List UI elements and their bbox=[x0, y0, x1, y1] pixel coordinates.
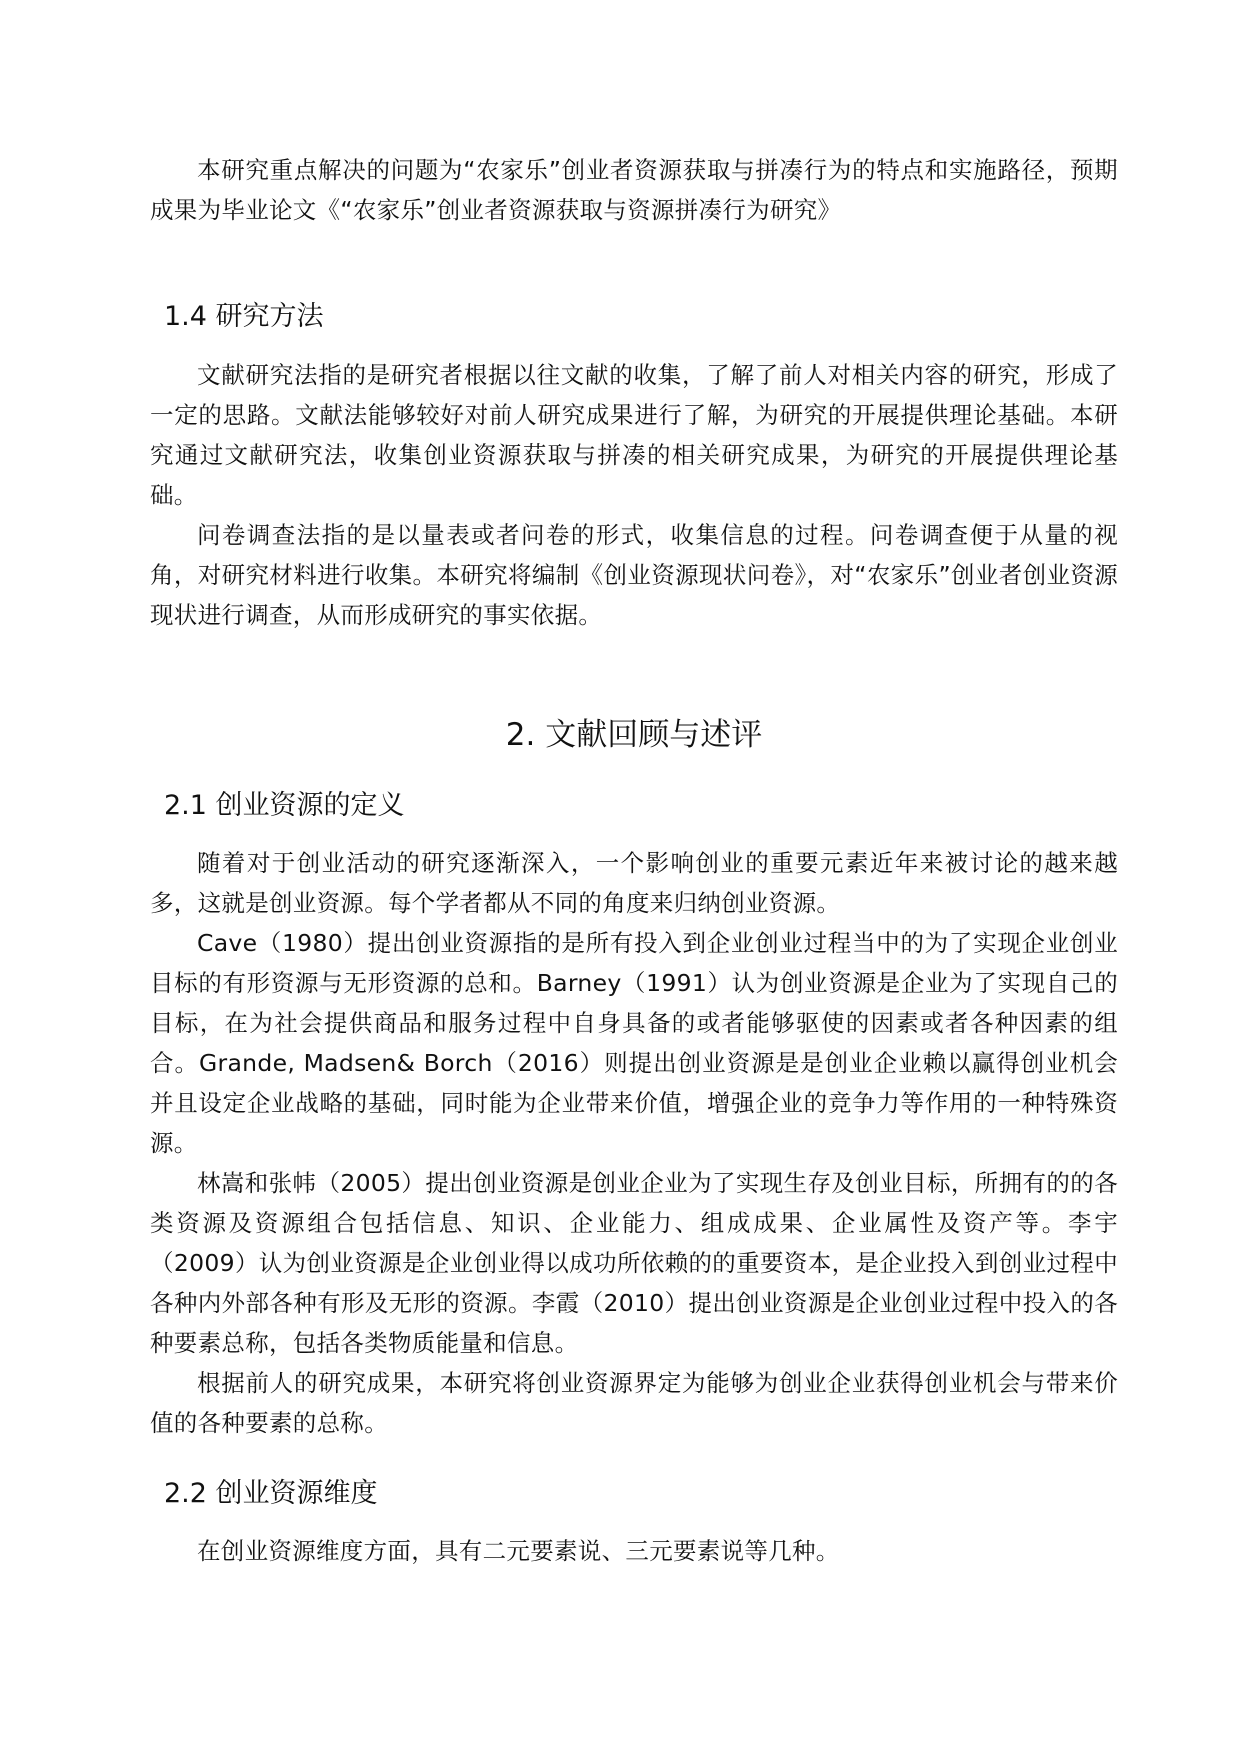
intro-block bbox=[150, 150, 1118, 230]
paragraph: 根据前人的研究成果，本研究将创业资源界定为能够为创业企业获得创业机会与带来价值的各种要素的总称。 bbox=[150, 1369, 1118, 1437]
section-1-4-body bbox=[150, 355, 1118, 635]
paragraph: 问卷调查法指的是以量表或者问卷的形式，收集信息的过程。问卷调查便于从量的视角，对研究材料进行收集。本研究将编制《创业资源现状问卷》，对“农家乐”创业者创业资源现状进行调查，从而形成研究的事实依据。 bbox=[150, 521, 1118, 629]
section-heading-2-1: 2.1 创业资源的定义 bbox=[164, 790, 405, 821]
paragraph: 文献研究法指的是研究者根据以往文献的收集，了解了前人对相关内容的研究，形成了一定的思路。文献法能够较好对前人研究成果进行了解，为研究的开展提供理论基础。本研究通过文献研究法，收集创业资源获取与拼凑的相关研究成果，为研究的开展提供理论基础。 bbox=[150, 361, 1118, 509]
paragraph: 林嵩和张帏（2005）提出创业资源是创业企业为了实现生存及创业目标，所拥有的的各类资源及资源组合包括信息、知识、企业能力、组成成果、企业属性及资产等。李宇（2009）认为创业资源是企业创业得以成功所依赖的的重要资本，是企业投入到创业过程中各种内外部各种有形及无形的资源。李霞（2010）提出创业资源是企业创业过程中投入的各种要素总称，包括各类物质能量和信息。 bbox=[150, 1169, 1118, 1357]
paragraph: 本研究重点解决的问题为“农家乐”创业者资源获取与拼凑行为的特点和实施路径，预期成果为毕业论文《“农家乐”创业者资源获取与资源拼凑行为研究》 bbox=[150, 156, 1118, 224]
paragraph: 随着对于创业活动的研究逐渐深入，一个影响创业的重要元素近年来被讨论的越来越多，这就是创业资源。每个学者都从不同的角度来归纳创业资源。 bbox=[150, 849, 1118, 917]
section-heading-2-2: 2.2 创业资源维度 bbox=[164, 1478, 378, 1509]
section-2-2-body bbox=[150, 1531, 1118, 1571]
section-heading-1-4: 1.4 研究方法 bbox=[164, 301, 324, 332]
paragraph: Cave（1980）提出创业资源指的是所有投入到企业创业过程当中的为了实现企业创业目标的有形资源与无形资源的总和。Barney（1991）认为创业资源是企业为了实现自己的目标，在为社会提供商品和服务过程中自身具备的或者能够驱使的因素或者各种因素的组合。Grande, Madsen& Borch（2016）则提出创业资源是是创业企业赖以赢得创业机会并且设定企业战略的基础，同时能为企业带来价值，增强企业的竞争力等作用的一种特殊资源。 bbox=[150, 929, 1118, 1157]
section-2-1-body bbox=[150, 843, 1118, 1443]
paragraph: 在创业资源维度方面，具有二元要素说、三元要素说等几种。 bbox=[197, 1537, 840, 1565]
chapter-heading-2: 2. 文献回顾与述评 bbox=[505, 717, 763, 753]
